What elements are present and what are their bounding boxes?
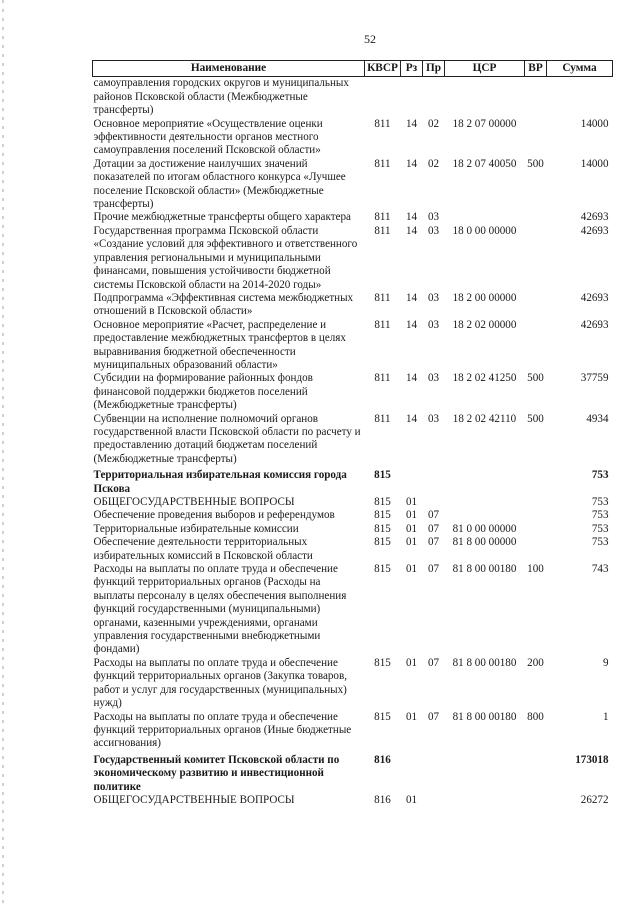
cell-pr: 03 [427,291,440,304]
cell-kvsr: 816 [374,793,391,806]
header-kvsr: КВСР [365,61,401,77]
cell-sum: 26272 [580,793,609,806]
cell-vr [525,536,547,563]
cell-csr: 18 0 00 00000 [452,224,517,237]
table-row [93,292,613,319]
cell-name: Расходы на выплаты по оплате труда и обеспечение функций территориальных органов (Расходы на выплаты персоналу в целях обеспечения выполнения функций государственными (муниципальными) органами, казенными учреждениями, органами управления государственными внебюджетными фондами) [93,563,347,656]
cell-sum: 753 [591,509,609,522]
cell-pr [423,794,445,807]
cell-sum: 4934 [586,412,609,425]
cell-vr [525,523,547,536]
header-csr: ЦСР [445,61,525,77]
budget-table [92,60,613,807]
cell-pr: 03 [427,211,440,224]
cell-kvsr: 811 [374,211,391,224]
cell-sum: 9 [602,656,609,669]
header-rz: Рз [401,61,423,77]
cell-sum: 173018 [575,753,609,766]
cell-csr [445,751,525,794]
cell-csr: 18 2 07 40050 [452,157,517,170]
table-row [93,523,613,536]
header-name: Наименование [93,61,365,77]
cell-csr: 81 8 00 00180 [452,656,517,669]
cell-sum: 14000 [580,157,609,170]
cell-sum: 1 [602,710,609,723]
cell-name: Обеспечение проведения выборов и референдумов [93,509,335,522]
table-row [93,536,613,563]
table-row [93,413,613,467]
cell-vr: 200 [527,656,544,669]
cell-kvsr: 816 [374,753,391,766]
table-row [93,225,613,292]
page-number: 52 [364,32,376,46]
cell-kvsr: 815 [374,710,391,723]
cell-kvsr: 811 [374,412,391,425]
table-row [93,77,613,118]
cell-sum: 753 [591,469,609,482]
table-row [93,657,613,711]
cell-rz: 01 [405,522,418,535]
cell-vr [525,77,547,118]
cell-csr: 18 2 07 00000 [452,117,517,130]
cell-pr: 07 [427,563,440,576]
cell-pr: 02 [427,157,440,170]
cell-sum: 753 [591,496,609,508]
cell-kvsr [365,77,401,118]
cell-pr [423,751,445,794]
cell-csr [445,77,525,118]
cell-sum: 42693 [580,224,609,237]
cell-sum: 42693 [580,318,609,331]
cell-kvsr: 811 [374,291,391,304]
table-row [93,711,613,751]
cell-rz: 01 [405,509,418,522]
table-row [93,158,613,212]
cell-name: Расходы на выплаты по оплате труда и обеспечение функций территориальных органов (Закупка товаров, работ и услуг для государственных (муниципальных) нужд) [93,656,347,710]
cell-name: ОБЩЕГОСУДАРСТВЕННЫЕ ВОПРОСЫ [93,793,295,806]
cell-name: Государственный комитет Псковской области по экономическому развитию и инвестиционной политике [93,753,340,793]
cell-csr: 18 2 00 00000 [452,291,517,304]
cell-vr: 100 [527,563,544,576]
cell-rz: 14 [405,291,418,304]
table-row [93,372,613,412]
cell-vr [525,509,547,522]
cell-csr: 18 2 02 41250 [452,372,517,385]
table-row [93,496,613,509]
cell-rz [401,751,423,794]
cell-vr: 500 [527,372,544,385]
cell-vr [525,225,547,292]
cell-csr [445,794,525,807]
cell-vr: 800 [527,710,544,723]
cell-name: Территориальные избирательные комиссии [93,522,299,535]
cell-kvsr: 811 [374,157,391,170]
budget-sheet [92,60,612,807]
cell-vr [525,292,547,319]
cell-vr: 500 [527,157,544,170]
cell-rz: 01 [405,710,418,723]
cell-rz: 14 [405,211,418,224]
cell-rz: 01 [405,496,418,508]
cell-sum: 37759 [580,372,609,385]
cell-kvsr: 811 [374,318,391,331]
cell-kvsr: 815 [374,509,391,522]
cell-kvsr: 811 [374,117,391,130]
cell-pr [423,77,445,118]
cell-csr [445,509,525,522]
cell-vr [525,211,547,224]
cell-csr: 18 2 02 42110 [452,412,517,425]
cell-name: Государственная программа Псковской области «Создание условий для эффективного и ответственного управления региональными и муниципальными финансами, повышения устойчивости бюджетной системы Псковской области на 2014-2020 годы» [93,224,358,291]
cell-rz: 14 [405,157,418,170]
cell-rz: 01 [405,656,418,669]
cell-csr: 81 0 00 00000 [452,522,517,535]
cell-csr [445,496,525,509]
cell-sum: 42693 [580,211,609,224]
cell-rz: 14 [405,224,418,237]
cell-vr [525,319,547,373]
cell-vr [525,794,547,807]
cell-sum: 14000 [580,117,609,130]
cell-rz [401,466,423,496]
cell-kvsr: 811 [374,224,391,237]
cell-csr [445,466,525,496]
cell-name: Субвенции на исполнение полномочий органов государственной власти Псковской области по расчету и предоставлению дотаций бюджетам поселений (Межбюджетные трансферты) [93,412,361,465]
cell-sum: 743 [591,563,609,576]
cell-sum: 753 [591,522,609,535]
cell-name: Дотации за достижение наилучших значений показателей по итогам областного конкурса «Лучшее поселение Псковской области» (Межбюджетные трансферты) [93,157,346,211]
cell-csr: 81 8 00 00180 [452,710,517,723]
cell-name: Подпрограмма «Эффективная система межбюджетных отношений в Псковской области» [93,291,354,318]
header-pr: Пр [423,61,445,77]
table-row [93,794,613,807]
cell-kvsr: 815 [374,469,391,482]
scan-edge-artifact [2,0,4,905]
header-sum: Сумма [547,61,613,77]
cell-vr [525,118,547,158]
cell-sum: 42693 [580,291,609,304]
cell-kvsr: 815 [374,563,391,576]
cell-pr: 03 [427,412,440,425]
table-row [93,751,613,794]
cell-pr: 07 [427,509,440,522]
cell-name: Территориальная избирательная комиссия города Пскова [93,469,347,495]
cell-csr [445,211,525,224]
cell-rz: 14 [405,372,418,385]
cell-pr: 02 [427,117,440,130]
cell-vr [525,751,547,794]
header-vr: ВР [525,61,547,77]
table-row [93,466,613,496]
cell-kvsr: 811 [374,372,391,385]
cell-rz: 01 [405,563,418,576]
cell-vr [525,496,547,509]
cell-csr: 18 2 02 00000 [452,318,517,331]
cell-vr: 500 [527,412,544,425]
cell-pr [423,496,445,509]
cell-name: Расходы на выплаты по оплате труда и обеспечение функций территориальных органов (Иные бюджетные ассигнования) [93,710,352,750]
table-row [93,211,613,224]
cell-pr: 03 [427,318,440,331]
table-row [93,319,613,373]
cell-csr: 81 8 00 00000 [452,536,517,549]
cell-pr: 03 [427,372,440,385]
cell-name: самоуправления городских округов и муниципальных районов Псковской области (Межбюджетные трансферты) [93,77,349,117]
cell-name: Основное мероприятие «Расчет, распределение и предоставление межбюджетных трансфертов в целях выравнивания бюджетной обеспеченности муниципальных образований области» [93,318,346,371]
table-body [93,77,613,807]
cell-rz [401,77,423,118]
cell-name: Обеспечение деятельности территориальных избирательных комиссий в Псковской области [93,536,313,562]
cell-name: Основное мероприятие «Осуществление оценки эффективности деятельности органов местного самоуправления поселений Псковской области» [93,117,323,157]
cell-rz: 14 [405,318,418,331]
table-row [93,563,613,657]
cell-rz: 14 [405,117,418,130]
cell-pr: 07 [427,536,440,549]
cell-sum: 753 [591,536,609,549]
cell-kvsr: 815 [374,496,391,508]
cell-kvsr: 815 [374,536,391,549]
cell-pr: 07 [427,656,440,669]
table-row [93,118,613,158]
table-row [93,509,613,522]
cell-vr [525,466,547,496]
cell-csr: 81 8 00 00180 [452,563,517,576]
cell-pr [423,466,445,496]
cell-rz: 01 [405,536,418,549]
cell-name: ОБЩЕГОСУДАРСТВЕННЫЕ ВОПРОСЫ [93,496,295,508]
cell-rz: 01 [405,793,418,806]
cell-kvsr: 815 [374,656,391,669]
cell-name: Прочие межбюджетные трансферты общего характера [93,211,351,224]
cell-kvsr: 815 [374,522,391,535]
cell-pr: 03 [427,224,440,237]
cell-sum [547,77,613,118]
table-header-row [93,61,613,77]
cell-pr: 07 [427,710,440,723]
cell-pr: 07 [427,522,440,535]
cell-rz: 14 [405,412,418,425]
cell-name: Субсидии на формирование районных фондов финансовой поддержки бюджетов поселений (Межбюджетные трансферты) [93,372,313,412]
